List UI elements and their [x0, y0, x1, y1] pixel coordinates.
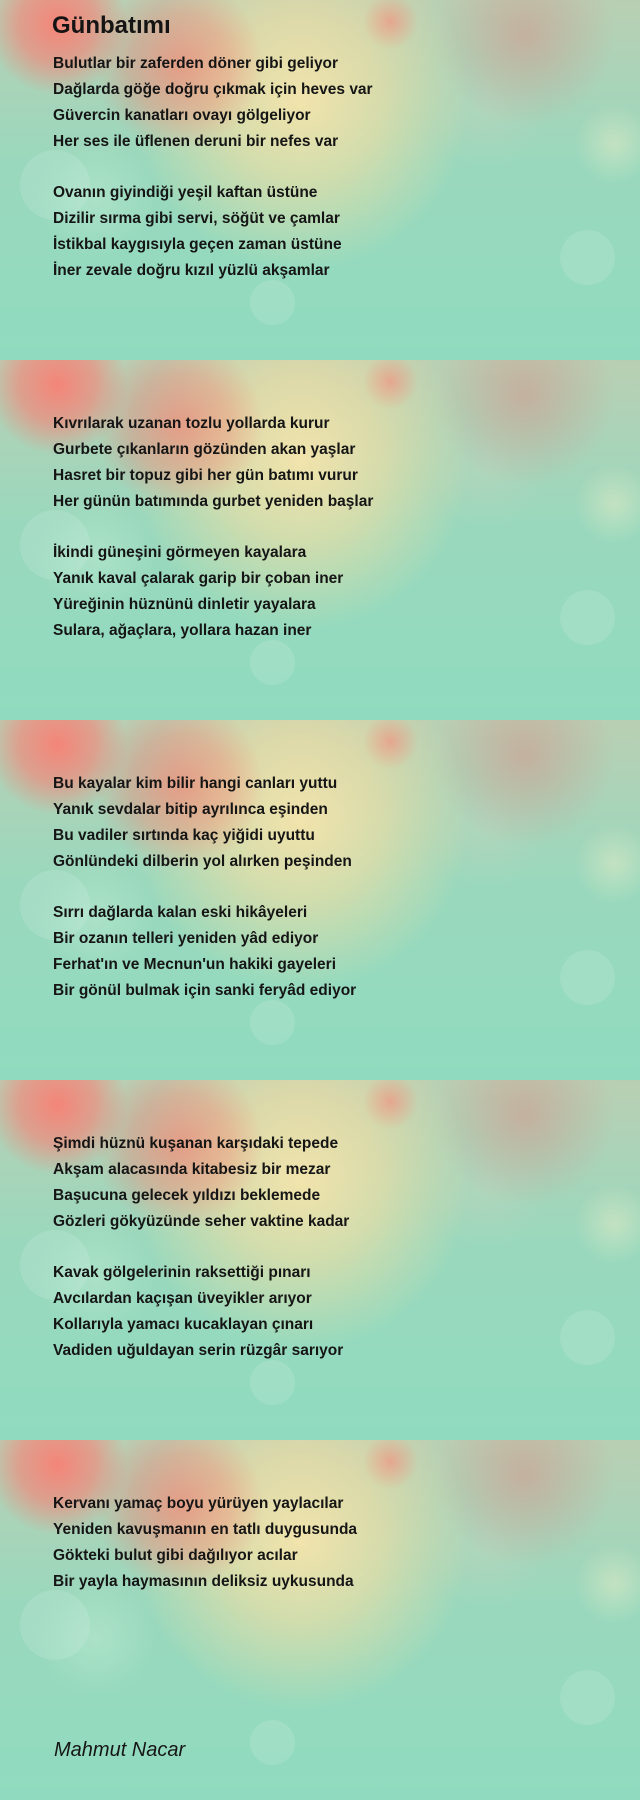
bokeh-circle: [250, 640, 295, 685]
stanza-9: [53, 1491, 357, 1595]
poem-line: Bu vadiler sırtında kaç yiğidi uyuttu: [53, 827, 315, 844]
poem-line: Gurbete çıkanların gözünden akan yaşlar: [53, 441, 356, 458]
poem-panel-2: [0, 360, 640, 720]
poem-panel-3: [0, 720, 640, 1080]
stanza-8: [53, 1260, 343, 1364]
poem-line: Her günün batımında gurbet yeniden başlar: [53, 493, 374, 510]
poem-author: Mahmut Nacar: [54, 1739, 186, 1761]
poem-line: Akşam alacasında kitabesiz bir mezar: [53, 1161, 331, 1178]
poem-line: Bir ozanın telleri yeniden yâd ediyor: [53, 930, 319, 947]
poem-line: Dağlarda göğe doğru çıkmak için heves var: [53, 81, 373, 98]
bokeh-circle: [250, 280, 295, 325]
poem-line: Bulutlar bir zaferden döner gibi geliyor: [53, 55, 339, 72]
poem-line: Kavak gölgelerinin raksettiği pınarı: [53, 1264, 311, 1281]
bokeh-circle: [560, 230, 615, 285]
bokeh-circle: [20, 1590, 90, 1660]
poem-line: Gökteki bulut gibi dağılıyor acılar: [53, 1547, 298, 1564]
poem-line: Dizilir sırma gibi servi, söğüt ve çamlar: [53, 210, 340, 227]
poem-line: Kıvrılarak uzanan tozlu yollarda kurur: [53, 415, 330, 432]
bokeh-circle: [560, 1670, 615, 1725]
bokeh-circle: [560, 950, 615, 1005]
poem-line: Avcılardan kaçışan üveyikler arıyor: [53, 1290, 312, 1307]
bokeh-circle: [250, 1000, 295, 1045]
poem-panel-5: [0, 1440, 640, 1800]
poem-line: Kollarıyla yamacı kucaklayan çınarı: [53, 1316, 314, 1333]
poem-line: Gözleri gökyüzünde seher vaktine kadar: [53, 1213, 350, 1230]
poem-line: Gönlündeki dilberin yol alırken peşinden: [53, 853, 352, 870]
stanza-7: [53, 1131, 349, 1235]
poem-line: Yanık kaval çalarak garip bir çoban iner: [53, 570, 344, 587]
poem-line: Bu kayalar kim bilir hangi canları yuttu: [53, 775, 338, 792]
poem-panel-4: [0, 1080, 640, 1440]
poem-line: Her ses ile üflenen deruni bir nefes var: [53, 133, 339, 150]
poem-line: İstikbal kaygısıyla geçen zaman üstüne: [53, 236, 342, 253]
poem-line: Sırrı dağlarda kalan eski hikâyeleri: [53, 904, 308, 921]
poem-line: Bir gönül bulmak için sanki feryâd ediyor: [53, 982, 357, 999]
poem-title: Günbatımı: [52, 12, 171, 39]
bokeh-circle: [560, 1310, 615, 1365]
poem-line: İkindi güneşini görmeyen kayalara: [53, 544, 307, 561]
bokeh-circle: [560, 590, 615, 645]
poem-line: Başucuna gelecek yıldızı beklemede: [53, 1187, 321, 1204]
stanza-5: [53, 771, 352, 875]
stanza-4: [53, 540, 343, 644]
stanza-3: [53, 411, 373, 515]
poem-line: İner zevale doğru kızıl yüzlü akşamlar: [53, 262, 330, 279]
poem-line: Yeniden kavuşmanın en tatlı duygusunda: [53, 1521, 358, 1538]
poem-line: Güvercin kanatları ovayı gölgeliyor: [53, 107, 311, 124]
poem-line: Yüreğinin hüznünü dinletir yayalara: [53, 596, 316, 613]
poem-panel-1: [0, 0, 640, 360]
poem-line: Şimdi hüznü kuşanan karşıdaki tepede: [53, 1135, 339, 1152]
stanza-1: [53, 51, 373, 155]
poem-line: Ovanın giyindiği yeşil kaftan üstüne: [53, 184, 318, 201]
poem-line: Ferhat'ın ve Mecnun'un hakiki gayeleri: [53, 956, 337, 973]
poem-line: Hasret bir topuz gibi her gün batımı vurur: [53, 467, 358, 484]
poem-line: Sulara, ağaçlara, yollara hazan iner: [53, 622, 312, 639]
poem-line: Bir yayla haymasının deliksiz uykusunda: [53, 1573, 354, 1590]
stanza-6: [53, 900, 356, 1004]
poem-line: Yanık sevdalar bitip ayrılınca eşinden: [53, 801, 328, 818]
bokeh-circle: [250, 1720, 295, 1765]
stanza-2: [53, 180, 342, 284]
poem-line: Kervanı yamaç boyu yürüyen yaylacılar: [53, 1495, 344, 1512]
poem-line: Vadiden uğuldayan serin rüzgâr sarıyor: [53, 1342, 344, 1359]
bokeh-circle: [250, 1360, 295, 1405]
